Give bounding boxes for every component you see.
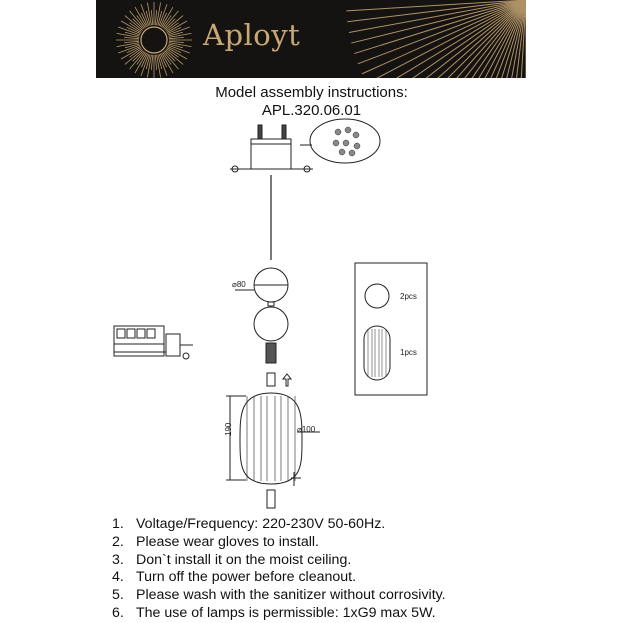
- g9-bulb: [267, 373, 275, 386]
- instructions-list: [112, 516, 446, 623]
- list-item: 2. Please wear gloves to install.: [112, 533, 319, 550]
- brand-logo: Aployt: [203, 18, 301, 52]
- parts-box: [355, 263, 427, 395]
- list-item: 3. Don`t install it on the moist ceiling.: [112, 551, 352, 568]
- ring-diameter-label: ⌀80: [232, 280, 246, 289]
- list-item: 5. Please wash with the sanitizer without corrosivity.: [112, 587, 446, 604]
- height-label: 190: [224, 422, 233, 436]
- finial: [267, 490, 275, 508]
- decor-ring: [254, 307, 288, 341]
- ring-part: [365, 284, 389, 308]
- glass-shade: [240, 393, 302, 484]
- shade-diameter-label: ⌀100: [297, 425, 316, 434]
- list-item: 6. The use of lamps is permissible: 1xG9 max 5W.: [112, 604, 436, 621]
- list-item: 1. Voltage/Frequency: 220-230V 50-60Hz.: [112, 516, 386, 532]
- model-number: APL.320.06.01: [261, 102, 362, 119]
- shade-quantity: 1pcs: [400, 348, 417, 357]
- wiring-diagram: [114, 326, 193, 359]
- list-item: 4. Turn off the power before cleanout.: [112, 569, 357, 586]
- rings-quantity: 2pcs: [400, 292, 417, 301]
- page-title: Model assembly instructions:: [215, 84, 408, 101]
